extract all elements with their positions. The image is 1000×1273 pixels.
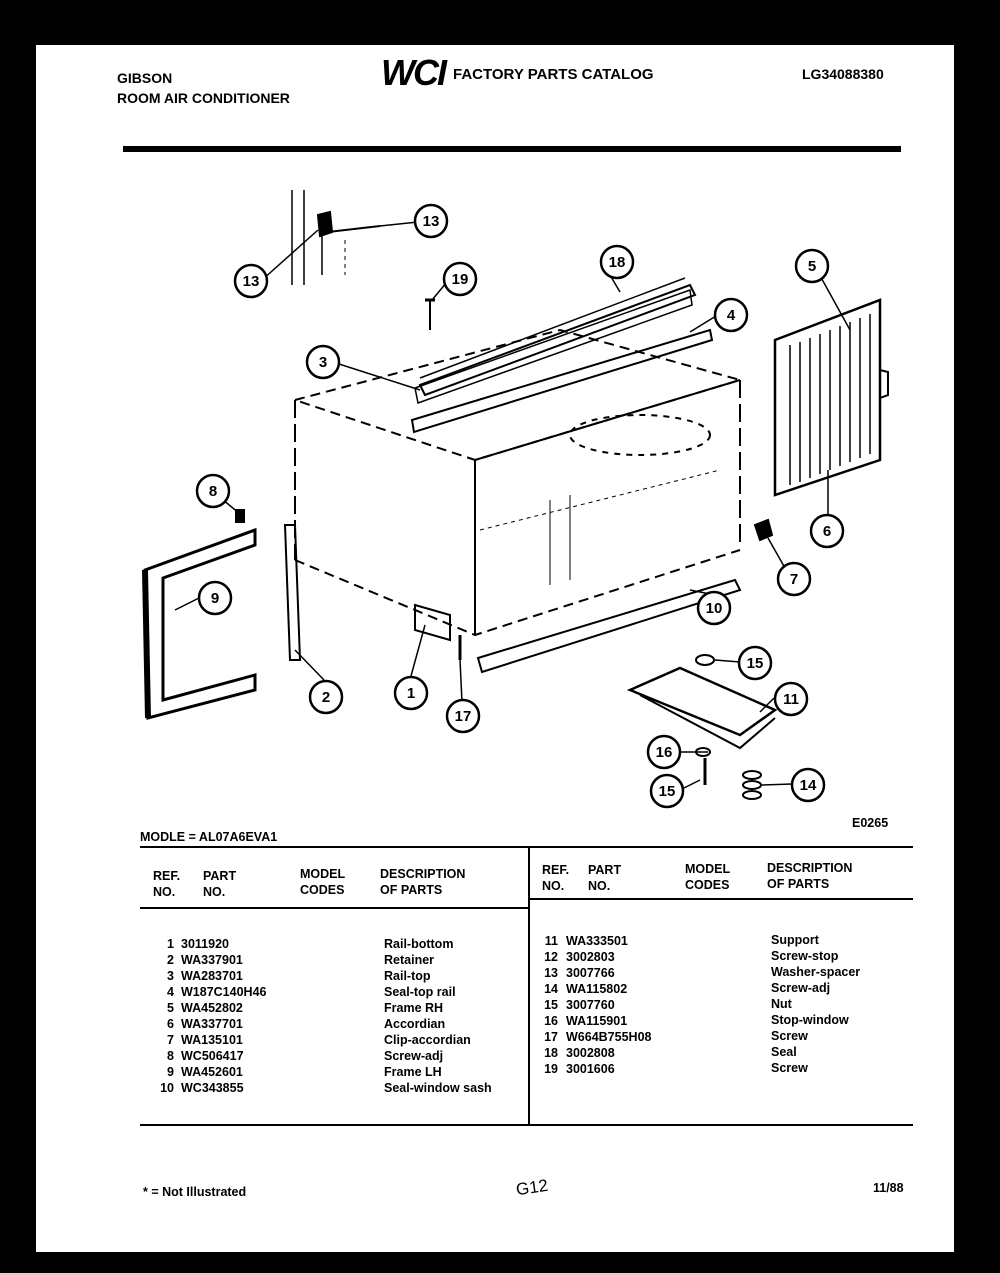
table-cell: 3 bbox=[167, 969, 174, 983]
table-cell: 15 bbox=[544, 998, 558, 1012]
table-cell: Rail-top bbox=[384, 969, 431, 983]
table-bottom-rule bbox=[140, 1124, 913, 1126]
table-top-rule bbox=[140, 846, 913, 848]
table-cell: Retainer bbox=[384, 953, 435, 967]
left-part-header-2: NO. bbox=[203, 885, 226, 899]
frame-lh-drawing bbox=[145, 510, 255, 718]
table-cell: 19 bbox=[544, 1062, 558, 1076]
cabinet-drawing bbox=[295, 330, 740, 635]
left-desc-header-1: DESCRIPTION bbox=[380, 867, 466, 881]
model-line: MODLE = AL07A6EVA1 bbox=[140, 830, 278, 844]
table-cell: 10 bbox=[160, 1081, 174, 1095]
table-cell: 2 bbox=[167, 953, 174, 967]
left-desc-header-2: OF PARTS bbox=[380, 883, 443, 897]
top-rail-drawing bbox=[412, 278, 712, 432]
right-ref-column bbox=[538, 933, 558, 1077]
left-ref-column bbox=[150, 936, 174, 1096]
table-cell: W187C140H46 bbox=[181, 985, 267, 999]
callout-1: 1 bbox=[406, 685, 416, 702]
callout-13: 14 bbox=[799, 777, 817, 794]
table-cell: WA452802 bbox=[181, 1001, 243, 1015]
callout-10: 10 bbox=[705, 600, 723, 617]
right-ref-header-1: REF. bbox=[542, 863, 570, 877]
callout-18: 18 bbox=[608, 254, 626, 271]
table-cell: 13 bbox=[544, 966, 558, 980]
table-cell: Accordian bbox=[384, 1017, 446, 1031]
table-cell: WA283701 bbox=[181, 969, 243, 983]
table-cell: Frame LH bbox=[384, 1065, 442, 1079]
table-cell: Clip-accordian bbox=[384, 1033, 471, 1047]
table-cell: WA115901 bbox=[566, 1014, 628, 1028]
right-desc-header-1: DESCRIPTION bbox=[767, 861, 853, 875]
table-cell: 12 bbox=[544, 950, 558, 964]
callout-4: 4 bbox=[726, 307, 736, 324]
table-cell: 5 bbox=[167, 1001, 174, 1015]
table-cell: Seal-top rail bbox=[384, 985, 456, 999]
left-ref-header-2: NO. bbox=[153, 885, 176, 899]
table-cell: Seal bbox=[771, 1045, 797, 1059]
table-cell: 16 bbox=[544, 1014, 558, 1028]
table-cell: WA333501 bbox=[566, 934, 628, 948]
left-model-header-2: CODES bbox=[300, 883, 345, 897]
table-cell: Screw-stop bbox=[771, 949, 839, 963]
table-cell: 14 bbox=[544, 982, 558, 996]
footer-date: 11/88 bbox=[873, 1181, 904, 1195]
callout-11: 11 bbox=[783, 691, 799, 708]
table-cell: WA452601 bbox=[181, 1065, 243, 1079]
table-cell: Screw bbox=[771, 1061, 808, 1075]
table-cell: 3007760 bbox=[566, 998, 615, 1012]
right-model-header-2: CODES bbox=[685, 878, 730, 892]
table-cell: WA337901 bbox=[181, 953, 243, 967]
window-stop-drawing bbox=[292, 190, 380, 285]
table-cell: Washer-spacer bbox=[771, 965, 861, 979]
callout-6-right: 6 bbox=[822, 523, 832, 540]
callout-15-bottom: 16 bbox=[655, 744, 673, 761]
right-desc-header-2: OF PARTS bbox=[767, 877, 830, 891]
callout-17: 17 bbox=[454, 708, 472, 725]
catalog-title: FACTORY PARTS CATALOG bbox=[453, 66, 654, 83]
table-cell: Rail-bottom bbox=[384, 937, 454, 951]
right-ref-header-2: NO. bbox=[542, 879, 565, 893]
table-cell: Seal-window sash bbox=[384, 1081, 492, 1095]
left-desc-column bbox=[384, 936, 492, 1096]
table-cell: Support bbox=[771, 933, 819, 947]
right-model-header-1: MODEL bbox=[685, 862, 731, 876]
left-part-column bbox=[181, 936, 266, 1096]
left-ref-header-1: REF. bbox=[153, 869, 181, 883]
seal-sash-drawing bbox=[478, 580, 740, 672]
table-cell: WC506417 bbox=[181, 1049, 244, 1063]
table-cell: Nut bbox=[771, 997, 792, 1011]
table-cell: 17 bbox=[544, 1030, 558, 1044]
table-cell: Frame RH bbox=[384, 1001, 444, 1015]
right-desc-column bbox=[771, 932, 860, 1076]
callout-16: 13 bbox=[242, 273, 260, 290]
table-cell: Screw-adj bbox=[384, 1049, 444, 1063]
footer-note: * = Not Illustrated bbox=[143, 1185, 247, 1199]
callout-12: 13 bbox=[422, 213, 440, 230]
table-cell: 3002803 bbox=[566, 950, 615, 964]
table-cell: 3001606 bbox=[566, 1062, 615, 1076]
table-cell: WA135101 bbox=[181, 1033, 243, 1047]
left-header-rule bbox=[140, 907, 528, 909]
table-cell: W664B755H08 bbox=[566, 1030, 652, 1044]
table-cell: Screw bbox=[771, 1029, 808, 1043]
table-cell: Stop-window bbox=[771, 1013, 849, 1027]
callout-15-top: 15 bbox=[746, 655, 764, 672]
leader-lines bbox=[175, 222, 850, 789]
product-name: ROOM AIR CONDITIONER bbox=[117, 90, 290, 106]
table-cell: 9 bbox=[167, 1065, 174, 1079]
callout-7: 7 bbox=[789, 571, 799, 588]
table-cell: Screw-adj bbox=[771, 981, 831, 995]
table-cell: 3007766 bbox=[566, 966, 615, 980]
table-cell: WA337701 bbox=[181, 1017, 243, 1031]
callout-5: 5 bbox=[807, 258, 817, 275]
diagram-code: E0265 bbox=[852, 816, 889, 830]
table-cell: 7 bbox=[167, 1033, 174, 1047]
page-number: G12 bbox=[514, 1175, 550, 1200]
callout-8: 8 bbox=[208, 483, 218, 500]
table-cell: 3002808 bbox=[566, 1046, 615, 1060]
right-part-column bbox=[566, 933, 651, 1077]
table-cell: WC343855 bbox=[181, 1081, 244, 1095]
callout-14: 15 bbox=[658, 783, 676, 800]
right-part-header-1: PART bbox=[588, 863, 622, 877]
right-header-rule bbox=[530, 898, 913, 900]
left-part-header-1: PART bbox=[203, 869, 237, 883]
table-cell: 6 bbox=[167, 1017, 174, 1031]
table-cell: 4 bbox=[167, 985, 174, 999]
right-part-header-2: NO. bbox=[588, 879, 611, 893]
callout-2: 2 bbox=[321, 689, 331, 706]
brand-name: GIBSON bbox=[117, 70, 173, 86]
table-center-divider bbox=[528, 848, 530, 1126]
table-cell: 8 bbox=[167, 1049, 174, 1063]
table-cell: 3011920 bbox=[181, 937, 229, 951]
table-cell: 18 bbox=[544, 1046, 558, 1060]
table-cell: 11 bbox=[544, 934, 558, 948]
wci-logo: WCI bbox=[381, 52, 445, 93]
retainer-drawing bbox=[285, 525, 300, 660]
table-cell: 1 bbox=[167, 937, 174, 951]
frame-rh-drawing bbox=[775, 300, 888, 495]
left-model-header-1: MODEL bbox=[300, 867, 346, 881]
catalog-number: LG34088380 bbox=[802, 66, 884, 82]
callout-9: 9 bbox=[210, 590, 220, 607]
callout-19: 19 bbox=[451, 271, 469, 288]
callout-3: 3 bbox=[318, 354, 328, 371]
table-cell: WA115802 bbox=[566, 982, 628, 996]
clip-accordion-drawing bbox=[755, 520, 772, 540]
